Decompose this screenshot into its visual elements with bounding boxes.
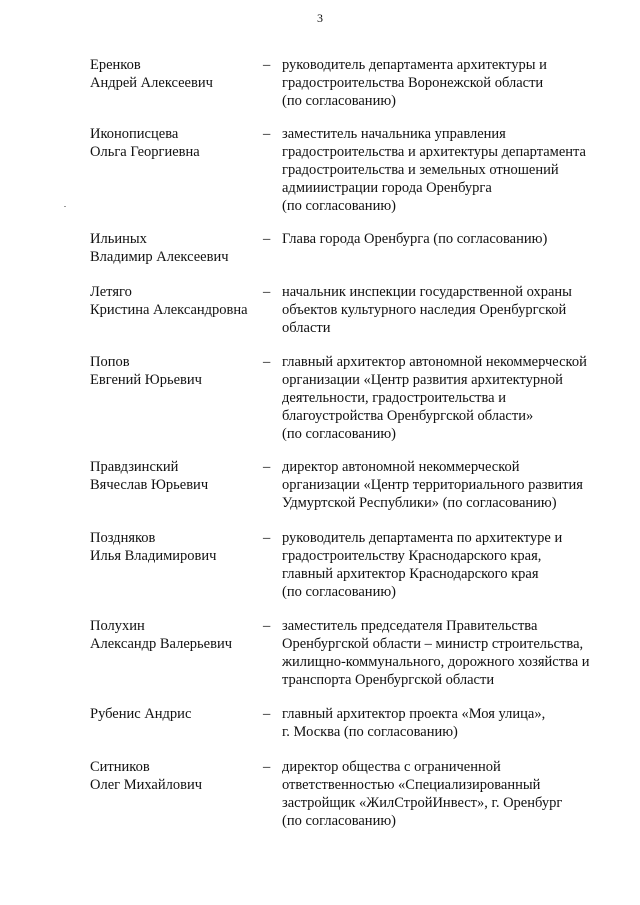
- position-line: градостроительства и архитектуры департамента: [282, 144, 586, 160]
- dash-separator: –: [263, 459, 271, 475]
- name-line: Иконописцева: [90, 126, 179, 142]
- dash-separator: –: [263, 354, 271, 370]
- position-description: [282, 283, 622, 337]
- person-name: [90, 283, 262, 319]
- position-description: [282, 758, 622, 830]
- name-line: Владимир Алексеевич: [90, 249, 229, 265]
- position-line: транспорта Оренбургской области: [282, 672, 495, 688]
- person-name: [90, 230, 262, 266]
- position-line: директор автономной некоммерческой: [282, 459, 520, 475]
- position-line: руководитель департамента по архитектуре и: [282, 530, 563, 546]
- person-name: [90, 617, 262, 653]
- position-line: Оренбургской области – министр строительства,: [282, 636, 584, 652]
- position-line: (по согласованию): [282, 813, 396, 829]
- position-line: (по согласованию): [282, 198, 396, 214]
- person-name: [90, 458, 262, 494]
- position-line: (по согласованию): [282, 584, 396, 600]
- position-line: Глава города Оренбурга (по согласованию): [282, 231, 548, 247]
- name-line: Вячеслав Юрьевич: [90, 477, 209, 493]
- position-line: деятельности, градостроительства и: [282, 390, 506, 406]
- position-description: [282, 529, 622, 601]
- position-line: благоустройства Оренбургской области»: [282, 408, 534, 424]
- person-name: [90, 125, 262, 161]
- position-line: директор общества с ограниченной: [282, 759, 501, 775]
- name-line: Еренков: [90, 57, 141, 73]
- position-line: застройщик «ЖилСтройИнвест», г. Оренбург: [282, 795, 563, 811]
- person-name: [90, 758, 262, 794]
- dash-separator: –: [263, 126, 271, 142]
- dash-separator: –: [263, 706, 271, 722]
- position-description: [282, 230, 622, 248]
- position-line: Удмуртской Республики» (по согласованию): [282, 495, 557, 511]
- name-line: Олег Михайлович: [90, 777, 203, 793]
- position-description: [282, 705, 622, 741]
- name-line: Ольга Георгиевна: [90, 144, 200, 160]
- dash-separator: –: [263, 231, 271, 247]
- position-line: главный архитектор Краснодарского края: [282, 566, 539, 582]
- position-line: г. Москва (по согласованию): [282, 724, 458, 740]
- name-line: Ильиных: [90, 231, 147, 247]
- position-line: градостроительству Краснодарского края,: [282, 548, 542, 564]
- name-line: Андрей Алексеевич: [90, 75, 213, 91]
- name-line: Летяго: [90, 284, 132, 300]
- position-line: главный архитектор проекта «Моя улица»,: [282, 706, 546, 722]
- position-line: жилищно-коммунального, дорожного хозяйства и: [282, 654, 590, 670]
- position-description: [282, 125, 622, 215]
- person-name: [90, 705, 262, 723]
- position-line: (по согласованию): [282, 93, 396, 109]
- position-description: [282, 56, 622, 110]
- dash-separator: –: [263, 284, 271, 300]
- name-line: Рубенис Андрис: [90, 706, 192, 722]
- person-name: [90, 56, 262, 92]
- position-line: организации «Центр развития архитектурной: [282, 372, 563, 388]
- position-description: [282, 458, 622, 512]
- dash-separator: –: [263, 759, 271, 775]
- page-number: 3: [317, 11, 323, 25]
- dash-separator: –: [263, 530, 271, 546]
- position-line: ответственностью «Специализированный: [282, 777, 541, 793]
- position-line: (по согласованию): [282, 426, 396, 442]
- position-line: начальник инспекции государственной охраны: [282, 284, 572, 300]
- name-line: Поздняков: [90, 530, 156, 546]
- name-line: Кристина Александровна: [90, 302, 248, 318]
- dash-separator: –: [263, 618, 271, 634]
- name-line: Александр Валерьевич: [90, 636, 232, 652]
- name-line: Полухин: [90, 618, 145, 634]
- person-name: [90, 529, 262, 565]
- position-description: [282, 617, 622, 689]
- position-line: руководитель департамента архитектуры и: [282, 57, 547, 73]
- position-line: адмииистрации города Оренбурга: [282, 180, 492, 196]
- position-line: градостроительства Воронежской области: [282, 75, 544, 91]
- position-line: заместитель начальника управления: [282, 126, 506, 142]
- name-line: Правдзинский: [90, 459, 179, 475]
- person-name: [90, 353, 262, 389]
- name-line: Ситников: [90, 759, 150, 775]
- position-line: организации «Центр территориального развития: [282, 477, 583, 493]
- dash-separator: –: [263, 57, 271, 73]
- name-line: Илья Владимирович: [90, 548, 217, 564]
- name-line: Попов: [90, 354, 130, 370]
- scan-speck: [64, 206, 66, 207]
- position-description: [282, 353, 622, 443]
- position-line: главный архитектор автономной некоммерческой: [282, 354, 587, 370]
- position-line: объектов культурного наследия Оренбургской: [282, 302, 567, 318]
- name-line: Евгений Юрьевич: [90, 372, 202, 388]
- position-line: градостроительства и земельных отношений: [282, 162, 559, 178]
- position-line: заместитель председателя Правительства: [282, 618, 538, 634]
- position-line: области: [282, 320, 331, 336]
